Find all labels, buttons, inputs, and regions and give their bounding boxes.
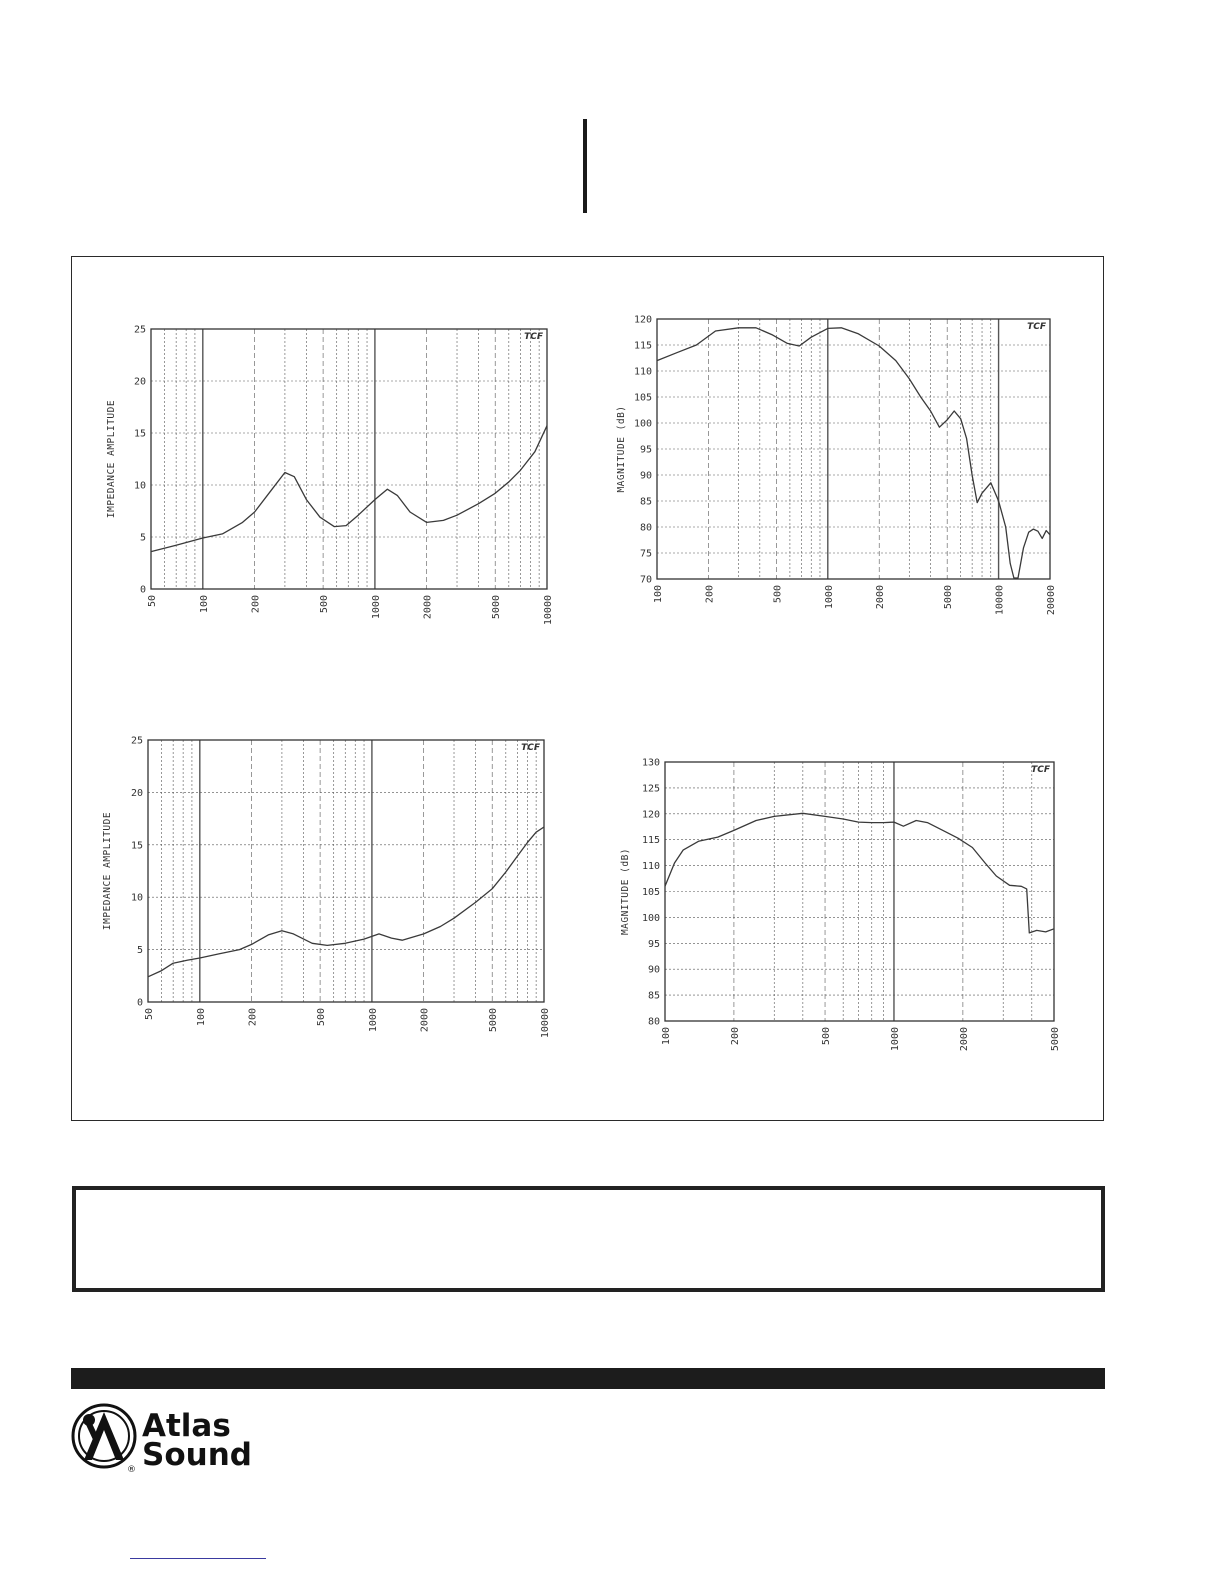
chart-imp1 [106, 325, 554, 626]
x-tick-label: 5000 [943, 585, 955, 610]
y-tick-label: 125 [641, 783, 660, 795]
x-tick-label: 50 [147, 595, 158, 608]
charts-canvas [72, 257, 1105, 1122]
y-tick-label: 10 [133, 480, 146, 492]
x-tick-label: 100 [653, 585, 664, 604]
y-tick-label: 120 [641, 809, 660, 821]
y-tick-label: 90 [647, 964, 660, 976]
x-tick-label: 10000 [540, 1008, 551, 1039]
y-tick-label: 130 [641, 757, 660, 769]
atlas-sound-logo[interactable] [70, 1402, 280, 1474]
y-tick-label: 20 [130, 787, 143, 799]
logo-text-atlas: Atlas [142, 1408, 231, 1444]
x-tick-label: 5000 [488, 1008, 500, 1033]
y-axis-title: IMPEDANCE AMPLITUDE [102, 811, 113, 931]
y-tick-label: 80 [647, 1016, 660, 1028]
y-tick-label: 85 [647, 990, 660, 1002]
x-tick-label: 100 [195, 1008, 207, 1027]
y-axis-title: IMPEDANCE AMPLITUDE [106, 399, 117, 519]
y-tick-label: 100 [633, 418, 652, 430]
x-tick-label: 200 [729, 1027, 741, 1046]
y-tick-label: 0 [139, 584, 146, 596]
x-tick-label: 200 [250, 595, 262, 614]
x-tick-label: 2000 [875, 585, 887, 610]
x-tick-label: 20000 [1046, 585, 1057, 616]
x-tick-label: 500 [821, 1027, 833, 1046]
y-tick-label: 105 [641, 887, 660, 898]
plot-area-border [665, 762, 1054, 1021]
y-tick-label: 70 [639, 574, 652, 586]
y-tick-label: 85 [639, 496, 652, 508]
title-divider-bar [583, 119, 587, 213]
registered-mark: ® [127, 1465, 136, 1474]
x-tick-label: 10000 [543, 595, 554, 626]
footer-bar [71, 1368, 1105, 1389]
x-tick-label: 500 [772, 585, 784, 604]
plot-area-border [151, 329, 547, 589]
x-tick-label: 10000 [994, 585, 1006, 616]
x-tick-label: 50 [144, 1008, 155, 1021]
logo-emblem-icon [73, 1405, 135, 1467]
tcf-mark-icon: TCF [1031, 765, 1050, 775]
notice-box [72, 1186, 1105, 1292]
x-tick-label: 1000 [889, 1027, 901, 1052]
x-tick-label: 2000 [419, 1008, 431, 1033]
chart-mag1 [616, 315, 1057, 616]
footer-link-underline[interactable] [130, 1558, 266, 1559]
y-tick-label: 20 [133, 376, 146, 388]
y-tick-label: 120 [633, 314, 652, 326]
y-tick-label: 115 [633, 340, 652, 352]
y-tick-label: 10 [130, 892, 143, 904]
y-tick-label: 25 [133, 324, 146, 336]
x-tick-label: 100 [661, 1027, 672, 1046]
x-tick-label: 200 [247, 1008, 259, 1027]
y-tick-label: 95 [647, 938, 660, 950]
y-tick-label: 110 [641, 861, 660, 873]
x-tick-label: 1000 [823, 585, 835, 610]
plot-area-border [148, 740, 544, 1002]
x-tick-label: 1000 [367, 1008, 379, 1033]
y-axis-title: MAGNITUDE (dB) [620, 847, 631, 936]
y-tick-label: 115 [641, 835, 660, 847]
y-tick-label: 95 [639, 444, 652, 456]
y-tick-label: 105 [633, 392, 652, 404]
series-line-impedance [148, 827, 544, 977]
x-tick-label: 500 [319, 595, 331, 614]
x-tick-label: 100 [198, 595, 210, 614]
x-tick-label: 5000 [491, 595, 503, 620]
tcf-mark-icon: TCF [524, 332, 543, 342]
y-tick-label: 25 [130, 735, 143, 747]
y-tick-label: 5 [136, 945, 143, 957]
y-tick-label: 0 [136, 997, 143, 1009]
x-tick-label: 5000 [1050, 1027, 1061, 1052]
charts-panel [71, 256, 1104, 1121]
tcf-mark-icon: TCF [521, 743, 540, 753]
y-tick-label: 100 [641, 912, 660, 924]
y-tick-label: 15 [130, 840, 143, 852]
x-tick-label: 2000 [422, 595, 434, 620]
y-tick-label: 80 [639, 522, 652, 534]
y-tick-label: 110 [633, 366, 652, 378]
y-axis-title: MAGNITUDE (dB) [616, 405, 627, 493]
chart-mag2 [620, 758, 1061, 1052]
y-tick-label: 90 [639, 470, 652, 482]
x-tick-label: 2000 [958, 1027, 970, 1052]
chart-imp2 [102, 736, 551, 1039]
x-tick-label: 1000 [370, 595, 382, 620]
x-tick-label: 500 [316, 1008, 328, 1027]
y-tick-label: 5 [139, 532, 146, 544]
tcf-mark-icon: TCF [1027, 322, 1046, 332]
y-tick-label: 15 [133, 428, 146, 440]
x-tick-label: 200 [704, 585, 716, 604]
logo-text-sound: Sound [142, 1437, 252, 1473]
y-tick-label: 75 [639, 548, 652, 560]
series-line-magnitude [665, 813, 1054, 933]
series-line-impedance [151, 426, 547, 552]
